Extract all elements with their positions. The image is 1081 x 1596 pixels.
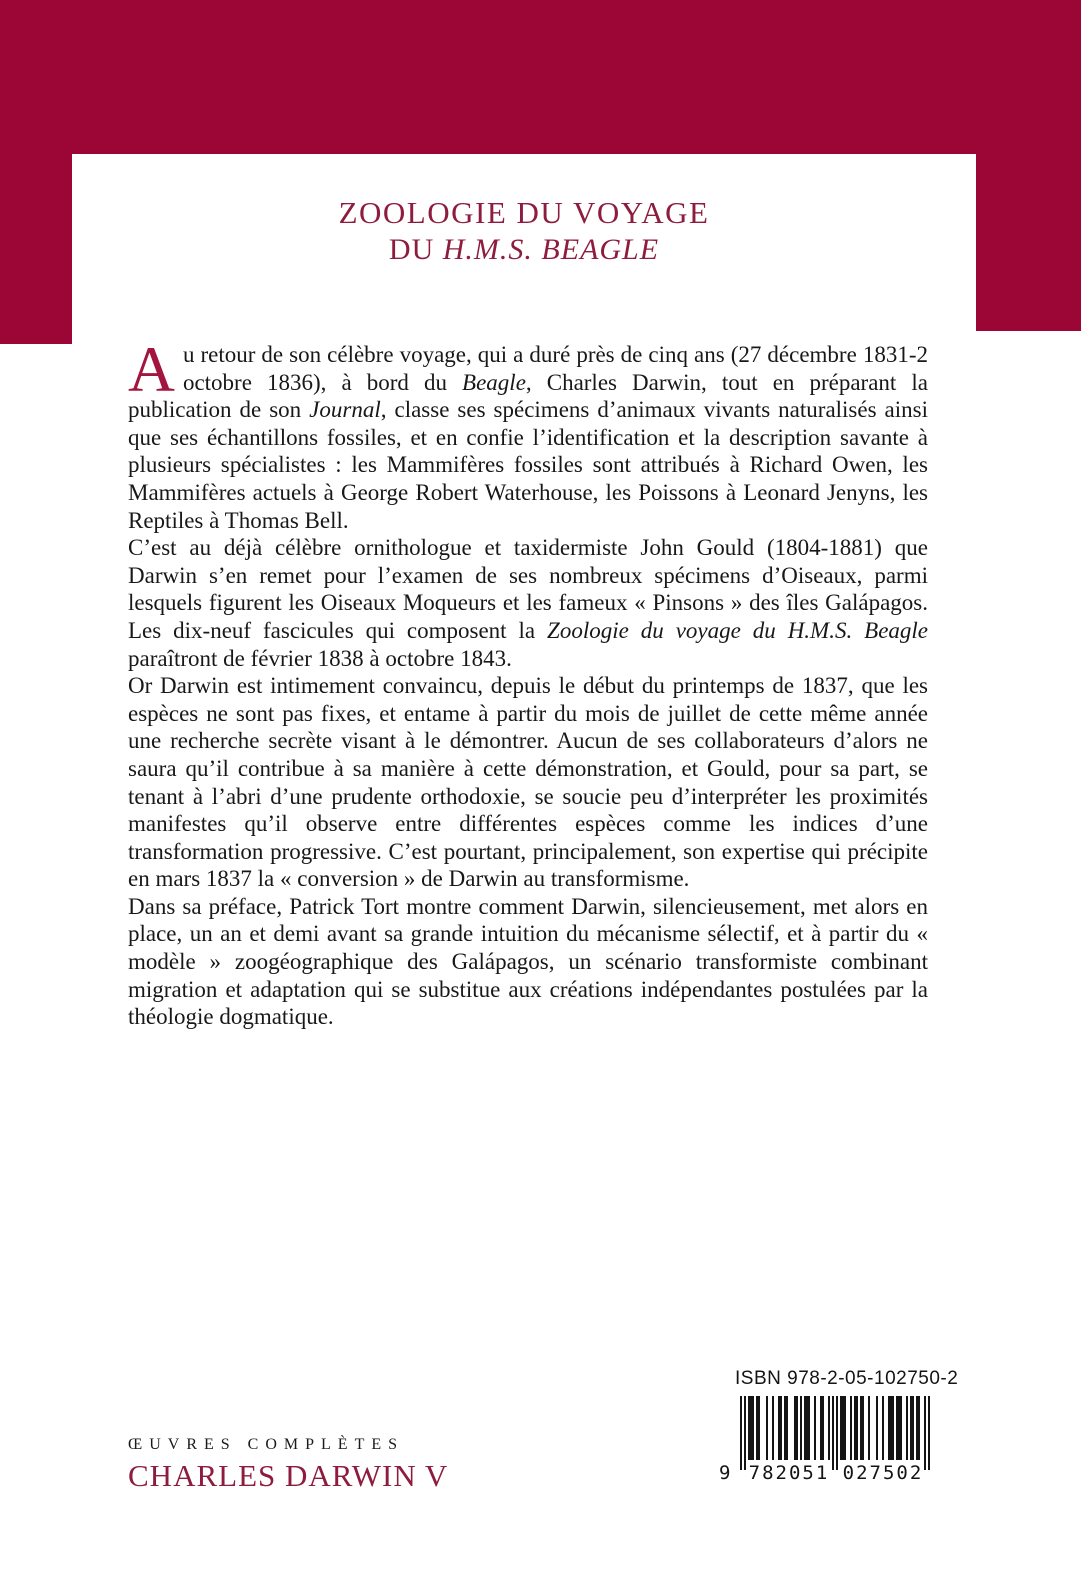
- barcode-bar: [758, 1396, 760, 1460]
- text-run: C’est au déjà célèbre ornithologue et taxidermiste John Gould (1804-1881) que Darwin s’en remet pour l’examen de ses nombreux spécimens d’Oiseaux, parmi lesquels figurent les Oiseaux Moqueurs et les fameux « Pinsons » des îles Galápagos. Les dix-neuf fascicules qui composent la: [128, 535, 928, 643]
- text-run: u retour de son célèbre voyage, qui a duré près de cinq ans (27 décembre 1831-2 octobre 1836), à bord du: [182, 342, 928, 395]
- title-line-2-prefix: DU: [388, 233, 443, 266]
- text-run: Dans sa préface, Patrick Tort montre comment Darwin, silencieusement, met alors en place, un an et demi avant sa grande intuition du mécanisme sélectif, et à partir du « modèle » zoogéographique des Galápagos, un scénario transformiste combinant migration et adaptation qui se substitue aux créations indépendantes postulées par la théologie dogmatique.: [128, 893, 928, 1030]
- barcode-digits-right: 027502: [842, 1462, 924, 1484]
- text-run: , classe ses spécimens d’animaux vivants naturalisés ainsi que ses échantillons fossiles, et en confie l’identification et la description savante à plusieurs spécialistes : les Mammifères fossiles sont attribués à Richard Owen, les Mammifères actuels à George Robert Waterhouse, les Poissons à Leonard Jenyns, les Reptiles à Thomas Bell.: [128, 397, 928, 533]
- text-run: Zoologie du voyage du H.M.S. Beagle: [547, 617, 929, 643]
- barcode-bar: [892, 1396, 894, 1460]
- barcode-bar: [928, 1396, 930, 1470]
- text-run: Beagle: [462, 369, 526, 395]
- barcode-bar: [822, 1396, 824, 1460]
- barcode-bar: [796, 1396, 798, 1460]
- title-line-2-italic: H.M.S. BEAGLE: [442, 233, 660, 266]
- barcode-bar: [786, 1396, 788, 1460]
- barcode-bar: [856, 1396, 858, 1460]
- barcode-bar: [814, 1396, 816, 1460]
- body-paragraph: [128, 672, 928, 893]
- barcode-bar: [862, 1396, 864, 1460]
- barcode-bar: [740, 1396, 742, 1470]
- barcode-bar: [744, 1396, 746, 1470]
- cover-frame-left: [0, 0, 72, 344]
- series-volume-title: CHARLES DARWIN V: [128, 1458, 449, 1493]
- barcode-bar: [844, 1396, 846, 1460]
- isbn-label: ISBN 978-2-05-102750-2: [735, 1368, 959, 1389]
- text-run: , Charles Darwin, tout en préparant la publication de son: [128, 369, 928, 423]
- barcode-bar: [800, 1396, 802, 1460]
- text-run: Journal: [309, 397, 381, 423]
- barcode-bar: [900, 1396, 902, 1460]
- title-line-2: [72, 233, 976, 267]
- barcode-bar: [876, 1396, 878, 1460]
- cover-frame-right: [976, 0, 1081, 331]
- title-line-1: ZOOLOGIE DU VOYAGE: [338, 195, 710, 230]
- barcode-bar: [766, 1396, 768, 1460]
- drop-cap: A: [128, 334, 175, 406]
- back-cover-text: [128, 334, 929, 1031]
- barcode-bar: [752, 1396, 754, 1460]
- body-paragraph: [128, 534, 928, 672]
- barcode-digit-first: 9: [719, 1462, 731, 1484]
- text-run: Or Darwin est intimement convaincu, depuis le début du printemps de 1837, que les espèces ne sont pas fixes, et entame à partir du mois de juillet de cette même année une recherche secrète visant à le démontrer. Aucun de ses collaborateurs d’alors ne saura qu’il contribue à sa manière à cette démonstration, et Gould, pour sa part, se tenant à l’abri d’une prudente orthodoxie, se soucie peu d’interpréter les proximités manifestes qu’il observe entre différentes espèces comme les indices d’une transformation progressive. C’est pourtant, principalement, son expertise qui précipite en mars 1837 la « conversion » de Darwin au transformisme.: [128, 673, 928, 892]
- barcode-bar: [850, 1396, 852, 1460]
- barcode-bar: [832, 1396, 834, 1470]
- book-title: [72, 196, 976, 267]
- series-label: ŒUVRES COMPLÈTES: [128, 1436, 405, 1453]
- barcode-bar: [918, 1396, 920, 1460]
- barcode-bar: [836, 1396, 838, 1470]
- barcode-bar: [868, 1396, 870, 1460]
- body-paragraph: [128, 893, 928, 1031]
- barcode-bar: [808, 1396, 810, 1460]
- cover-frame-top: [0, 0, 1081, 154]
- ean13-barcode: [740, 1396, 930, 1470]
- isbn-barcode-block: [715, 1368, 959, 1498]
- barcode-bar: [912, 1396, 914, 1460]
- barcode-bar: [780, 1396, 782, 1460]
- publisher-imprint: [128, 1436, 448, 1494]
- body-paragraph: [128, 334, 928, 534]
- barcode-bar: [772, 1396, 774, 1460]
- barcode-digits-left: 782051: [748, 1462, 830, 1484]
- text-run: paraîtront de février 1838 à octobre 1843.: [128, 645, 512, 671]
- barcode-bar: [924, 1396, 926, 1470]
- barcode-bar: [882, 1396, 884, 1460]
- barcode-bar: [828, 1396, 830, 1460]
- barcode-bar: [906, 1396, 908, 1460]
